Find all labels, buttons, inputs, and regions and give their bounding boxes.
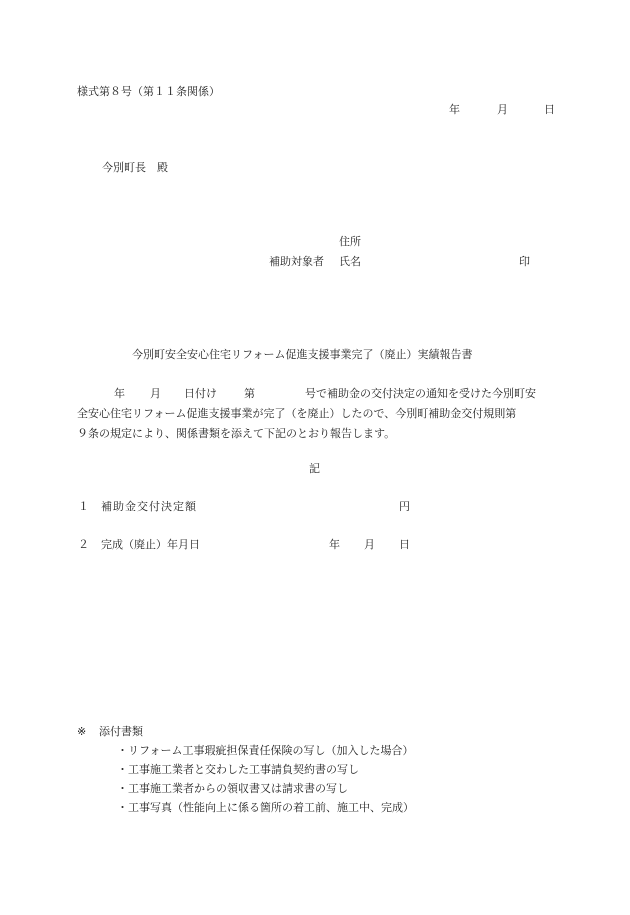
item-2-year: 年: [329, 538, 340, 551]
item-2-month: 月: [364, 538, 375, 551]
body-month: 月: [150, 387, 161, 400]
date-day-label: 日: [544, 103, 555, 116]
item-1-number: １: [78, 500, 89, 513]
seal-mark: 印: [519, 255, 530, 268]
date-month-label: 月: [497, 103, 508, 116]
attachment-item: ・工事施工業者からの領収書又は請求書の写し: [117, 782, 348, 795]
attachments-mark: ※: [77, 725, 87, 738]
body-number-prefix: 第: [244, 387, 255, 400]
item-2-day: 日: [399, 538, 410, 551]
body-dated: 日付け: [184, 387, 217, 400]
addressee: 今別町長 殿: [102, 161, 168, 174]
document-title: 今別町安全安心住宅リフォーム促進支援事業完了（廃止）実績報告書: [132, 348, 473, 361]
body-line-1-rest: 号で補助金の交付決定の通知を受けた今別町安: [305, 387, 536, 400]
ki-heading: 記: [309, 462, 320, 475]
body-line-3: ９条の規定により、関係書類を添えて下記のとおり報告します。: [77, 427, 396, 440]
item-2-number: ２: [78, 538, 89, 551]
body-year: 年: [114, 387, 125, 400]
attachment-item: ・リフォーム工事瑕疵担保責任保険の写し（加入した場合）: [117, 744, 414, 757]
address-label: 住所: [339, 235, 361, 248]
name-label: 氏名: [339, 255, 361, 268]
attachments-heading: 添付書類: [99, 725, 143, 738]
body-line-2: 全安心住宅リフォーム促進支援事業が完了（を廃止）したので、今別町補助金交付規則第: [77, 407, 517, 420]
applicant-role-label: 補助対象者: [269, 255, 324, 268]
form-id: 様式第８号（第１１条関係）: [77, 85, 220, 98]
attachment-item: ・工事写真（性能向上に係る箇所の着工前、施工中、完成）: [117, 801, 414, 814]
item-1-label: 補助金交付決定額: [101, 500, 197, 513]
item-2-label: 完成（廃止）年月日: [101, 538, 200, 551]
date-year-label: 年: [449, 103, 460, 116]
item-1-unit: 円: [399, 500, 410, 513]
attachment-item: ・工事施工業者と交わした工事請負契約書の写し: [117, 763, 359, 776]
